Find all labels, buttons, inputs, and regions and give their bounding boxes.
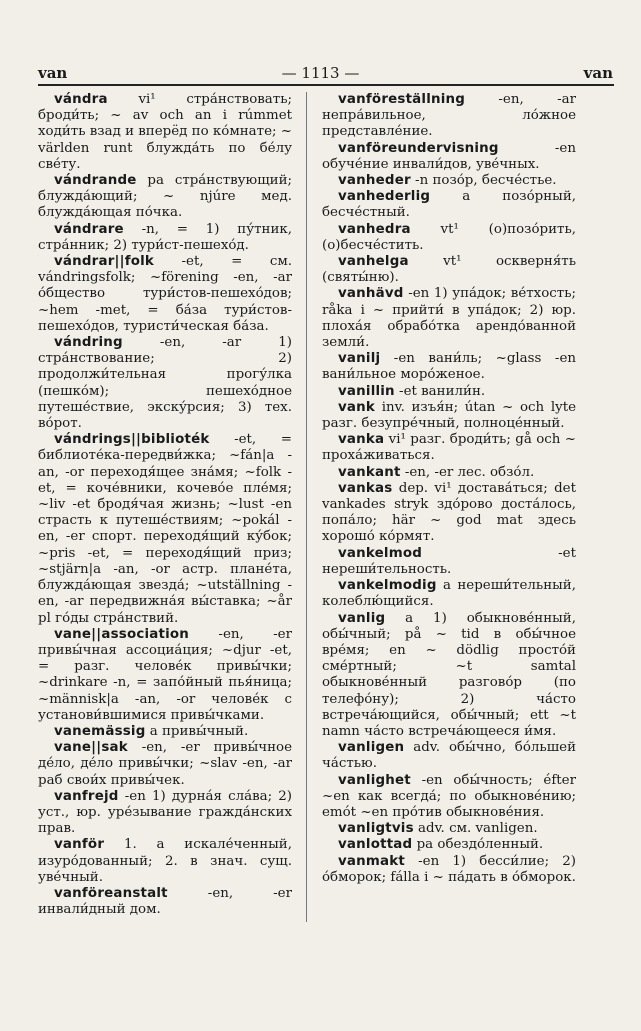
entry-definition: 1. a искале́ченный, изуро́дованный; 2. в знач. сущ. уве́чный. <box>38 837 292 885</box>
dictionary-entry <box>38 886 292 918</box>
dictionary-entry <box>322 173 576 189</box>
dictionary-entry <box>38 724 292 740</box>
entry-definition: pa обездо́ленный. <box>412 837 544 853</box>
entry-definition: a 1) обыкнове́нный, обы́чный; på ~ tid в обы́чное вре́мя; en ~ dödlig просто́й сме́ртный; ~t samtal обыкнове́нный разгово́р (по телефо́ну); 2) ча́сто встреча́ющийся, обы́чный; ett ~t namn ча́сто встреча́ющееся и́мя. <box>322 610 576 739</box>
dictionary-entry <box>38 627 292 724</box>
dictionary-entry <box>322 854 576 886</box>
entry-headword: vanhelga <box>338 254 409 270</box>
entry-headword: vándrande <box>54 173 137 189</box>
entry-headword: vándrar||folk <box>54 254 155 270</box>
entry-definition: vt¹ (о)позо́рить, (о)бесче́стить. <box>322 221 576 253</box>
entry-definition: -en, -ar непра́вильное, ло́жное представле́ние. <box>322 92 576 140</box>
entry-definition: -en 1) бесси́лие; 2) о́бморок; fálla i ~ па́дать в о́бморок. <box>322 853 576 885</box>
dictionary-entry <box>38 222 292 254</box>
entry-headword: vankant <box>338 464 401 480</box>
dictionary-entry <box>322 546 576 578</box>
entry-definition: pa стра́нствующий; блужда́ющий; ~ njúre мед. блужда́ющая по́чка. <box>38 173 292 221</box>
entry-definition: vi¹ разг. броди́ть; gå och ~ проха́живаться. <box>322 432 576 464</box>
entry-definition: -n позо́р, бесче́стье. <box>410 173 557 189</box>
entry-headword: vándring <box>54 335 123 351</box>
dictionary-entry <box>322 773 576 822</box>
dictionary-entry <box>322 189 576 221</box>
entry-headword: vane||sak <box>54 740 128 756</box>
entry-definition: a привы́чный. <box>145 723 249 739</box>
entry-definition: -et нереши́тельность. <box>322 545 576 577</box>
entry-headword: vank <box>338 399 376 415</box>
entry-definition: -en, -er привы́чная ассоциа́ция; ~djur -et, = разг. челове́к привы́чки; ~drinkare -n, = запо́йный пья́ница; ~människ|a -an, -or челове́к с установи́вшимися привы́чками. <box>38 626 292 723</box>
dictionary-entry <box>322 578 576 610</box>
dictionary-entry <box>322 611 576 741</box>
dictionary-entry <box>38 335 292 432</box>
right-column <box>322 92 576 1022</box>
entry-headword: vankelmod <box>338 545 423 561</box>
entry-definition: -en 1) дурна́я сла́ва; 2) уст., юр. уре́зывание гражда́нских прав. <box>38 788 292 837</box>
page-number: — 1113 — <box>281 64 360 82</box>
entry-definition: adv. см. vanligen. <box>413 821 538 837</box>
dictionary-entry <box>322 286 576 351</box>
entry-definition: a позо́рный, бесче́стный. <box>322 189 576 221</box>
dictionary-entry <box>38 837 292 886</box>
dictionary-entry <box>322 400 576 432</box>
dictionary-entry <box>322 384 576 400</box>
entry-definition: -en 1) упа́док; ве́тхость; råka i ~ прийти́ в упа́док; 2) юр. плоха́я обрабо́тка арендо́ванной земли́. <box>322 286 576 351</box>
entry-definition: -en, -er инвали́дный дом. <box>38 885 292 918</box>
entry-headword: vankelmodig <box>338 578 437 594</box>
entry-definition: -en, -er лес. обзо́л. <box>400 464 535 480</box>
entry-headword: vankas <box>338 480 393 496</box>
entry-definition: -n, = 1) пу́тник, стра́нник; 2) тури́ст-пешехо́д. <box>38 221 292 253</box>
dictionary-entry <box>322 254 576 286</box>
dictionary-entry <box>322 432 576 464</box>
dictionary-entry <box>38 92 292 173</box>
entry-definition: vt¹ оскверня́ть (святы́ню). <box>322 254 576 286</box>
entry-headword: vanhedra <box>338 221 411 237</box>
dictionary-entry <box>322 837 576 853</box>
column-divider <box>306 92 307 922</box>
dictionary-entry <box>322 351 576 383</box>
entry-headword: vanhävd <box>338 286 404 302</box>
entry-definition: -en обы́чность; éfter ~en как всегда́; по обыкнове́нию; emót ~en про́тив обыкнове́ния. <box>322 772 576 820</box>
entry-headword: vanligen <box>338 740 405 756</box>
dictionary-entry <box>38 432 292 626</box>
dictionary-entry <box>322 481 576 546</box>
dictionary-entry <box>38 173 292 222</box>
entry-headword: vanheder <box>338 173 411 189</box>
entry-headword: vane||association <box>54 626 190 642</box>
entry-definition: -en обуче́ние инвали́дов, уве́чных. <box>322 140 576 172</box>
entry-headword: vanlighet <box>338 772 411 788</box>
entry-headword: vanföreundervisning <box>338 140 499 156</box>
entry-headword: vanillin <box>338 383 395 399</box>
header-rule <box>38 84 614 86</box>
dictionary-entry <box>38 789 292 838</box>
running-head-right: van <box>583 64 613 82</box>
dictionary-entry <box>38 740 292 789</box>
entry-headword: vanlottad <box>338 837 413 853</box>
entry-definition: -en, -er привы́чное де́ло, де́ло привы́чки; ~slav -en, -ar раб свои́х привы́чек. <box>38 740 292 788</box>
entry-definition: a нереши́тельный, колеблю́щийся. <box>322 578 576 610</box>
entry-definition: -en, -ar 1) стра́нствование; 2) продолжи́тельная прогу́лка (пешко́м); пешехо́дное путеше́ствие, экску́рсия; 3) тех. во́рот. <box>38 335 292 432</box>
dictionary-entry <box>322 222 576 254</box>
entry-definition: vi¹ стра́нствовать; броди́ть; ~ av och an i rúmmet ходи́ть взад и вперёд по ко́мнате; ~ världen runt блужда́ть по бе́лу све́ту. <box>38 92 292 172</box>
dictionary-entry <box>322 821 576 837</box>
dictionary-entry <box>322 92 576 141</box>
entry-definition: adv. обы́чно, бо́льшей ча́стью. <box>322 740 576 772</box>
left-column <box>38 92 292 1022</box>
entry-definition: -et, = библиоте́ка-передви́жка; ~fán|a -an, -or переходя́щее зна́мя; ~folk -et, = коче́вники, кочево́е пле́мя; ~liv -et бродя́чая жизнь; ~lust -en страсть к путеше́ствиям; ~pokál -en, -er спорт. переходя́щий ку́бок; ~pris -et, = переходя́щий приз; ~stjärn|a -an, -or астр. плане́та, блужда́ющая звезда́; ~utställning -en, -ar передвижна́я вы́ставка; ~år pl го́ды стра́нствий. <box>38 432 292 626</box>
dictionary-entry <box>38 254 292 335</box>
entry-headword: vanföreställning <box>338 92 466 107</box>
entry-headword: vanfrejd <box>54 788 119 804</box>
entry-headword: vanmakt <box>338 853 405 869</box>
entry-headword: vanhederlig <box>338 189 431 205</box>
entry-headword: vanlig <box>338 610 386 626</box>
entry-headword: vanför <box>54 837 105 853</box>
entry-headword: vándrings||biblioték <box>54 432 210 448</box>
dictionary-entry <box>322 740 576 772</box>
entry-headword: vanföreanstalt <box>54 885 168 901</box>
entry-headword: vanka <box>338 432 385 448</box>
entry-headword: vanilj <box>338 351 381 367</box>
entry-headword: vanemässig <box>54 723 146 739</box>
entry-headword: vándra <box>54 92 108 107</box>
dictionary-entry <box>322 465 576 481</box>
entry-definition: -en вани́ль; ~glass -en вани́льное моро́женое. <box>322 351 576 383</box>
running-head-left: van <box>38 64 68 82</box>
entry-definition: -et, = см. vándringsfolk; ~förening -en, -ar о́бщество тури́стов-пешехо́дов; ~hem -met, = ба́за тури́стов-пешехо́дов, туристи́ческая ба́за. <box>38 254 292 334</box>
entry-headword: vándrare <box>54 221 124 237</box>
entry-definition: inv. изъя́н; útan ~ och lyte разг. безупре́чный, полноце́нный. <box>322 399 576 432</box>
entry-headword: vanligtvis <box>338 821 414 837</box>
dictionary-entry <box>322 141 576 173</box>
entry-definition: -et ванили́н. <box>394 383 486 399</box>
entry-definition: dep. vi¹ достава́ться; det vankades stryk здо́рово доста́лось, попа́ло; här ~ god mat здесь хорошо́ ко́рмят. <box>322 480 576 545</box>
